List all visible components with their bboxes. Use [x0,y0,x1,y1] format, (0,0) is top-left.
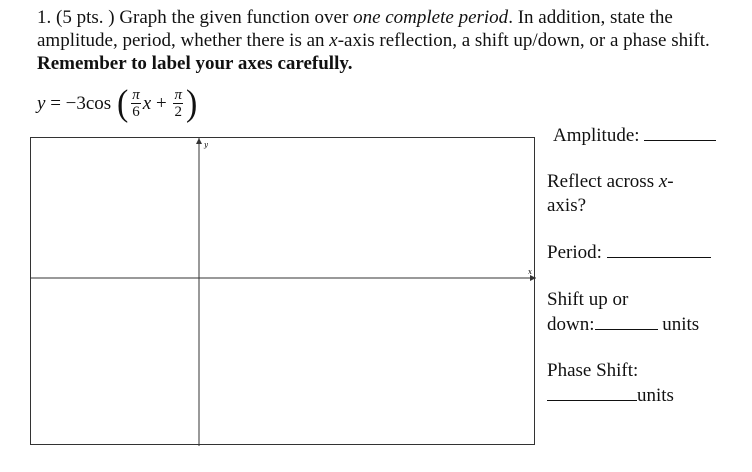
frac1-denominator: 6 [132,104,140,120]
period-label: Period: [547,242,602,263]
phase-label: Phase Shift: [547,360,639,381]
fraction-pi-over-2 [173,88,183,120]
reflect-dash: - [667,171,674,192]
reflect-row [547,170,674,218]
graph-box[interactable] [30,137,535,445]
question-x-var: x [329,30,338,51]
shift-down-label: down: [547,314,595,335]
period-row [547,240,711,265]
equation-y: y [37,93,46,114]
question-text-mid: . In addition, state the amplitude, period, whether there is an [37,7,673,51]
phase-units: units [637,385,674,406]
question-points: (5 pts. ) [56,7,115,28]
left-paren: ( [116,83,129,124]
equation-coef: = −3cos [45,93,116,114]
question-text-end: -axis reflection, a shift up/down, or a phase shift. [337,30,710,51]
shift-blank[interactable] [595,312,658,330]
reflect-label: Reflect across [547,171,659,192]
x-axis-label: x [528,268,532,276]
fraction-pi-over-6 [131,88,141,120]
equation-plus: + [151,93,172,114]
question-text-start: Graph the given function over [119,7,349,28]
y-axis-arrow [196,138,202,144]
right-paren: ) [185,83,198,124]
shift-units: units [662,314,700,335]
frac2-denominator: 2 [174,104,182,120]
y-axis-label: y [204,141,208,149]
phase-blank[interactable] [547,383,637,401]
frac1-numerator: π [132,87,140,103]
graph-axes [31,138,536,446]
phase-row [547,359,674,408]
question-text-italic: one complete period [353,7,509,28]
amplitude-row [553,123,716,148]
frac2-numerator: π [174,87,182,103]
shift-label: Shift up or [547,289,629,310]
reflect-x: x [658,171,668,192]
amplitude-label: Amplitude: [553,125,640,146]
question-text [37,6,737,75]
period-blank[interactable] [607,240,711,258]
question-number: 1. [37,7,52,28]
reflect-label-axis: axis? [547,195,587,216]
amplitude-blank[interactable] [644,123,716,141]
equation-x: x [142,93,152,114]
equation [37,84,198,124]
shift-row [547,288,699,337]
question-bold-instruction: Remember to label your axes carefully. [37,53,353,74]
